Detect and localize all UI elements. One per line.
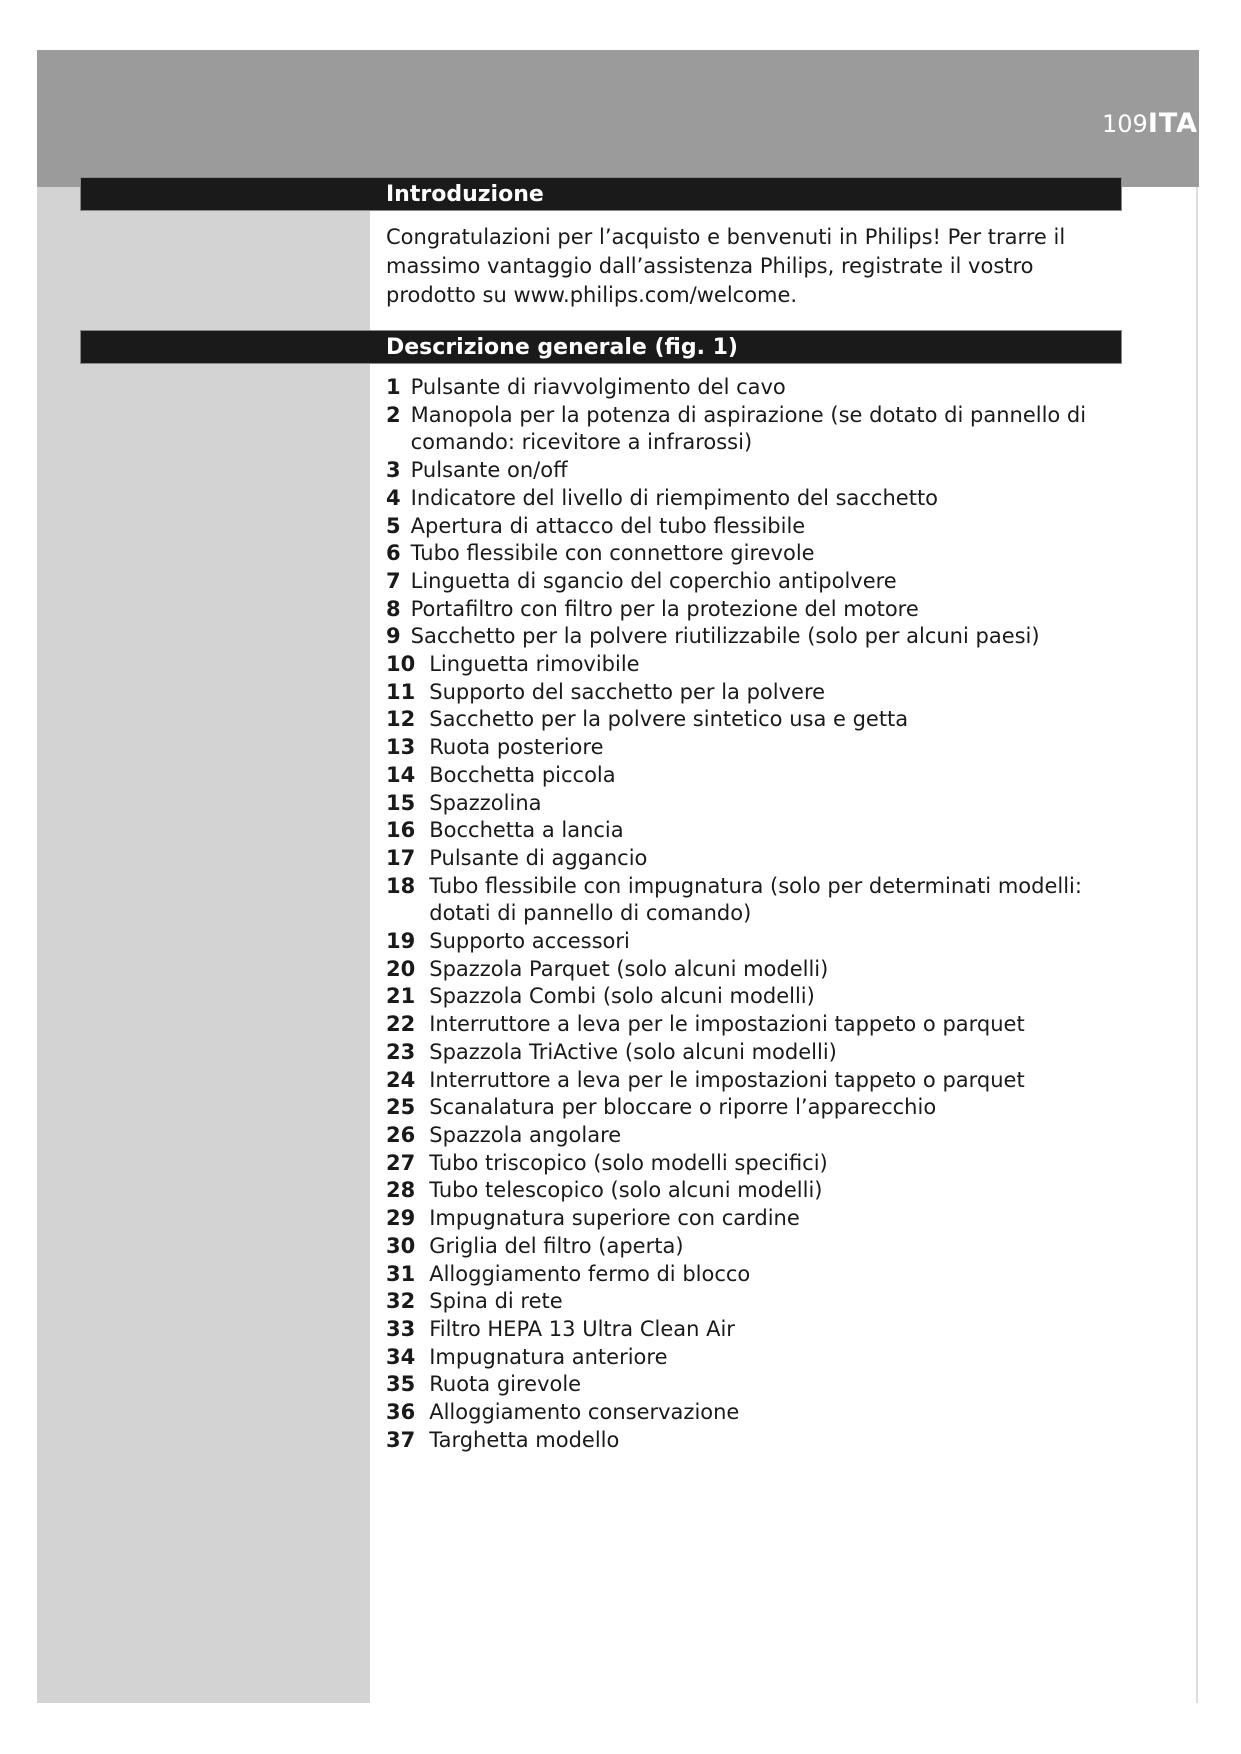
page-header [1102, 108, 1216, 139]
list-item-number: 4 [386, 485, 401, 510]
list-item [386, 1233, 1126, 1261]
list-item [386, 1399, 1126, 1427]
list-item [386, 568, 1126, 596]
list-item-number: 7 [386, 568, 401, 593]
list-item [386, 1150, 1126, 1178]
list-item-text: Griglia del filtro (aperta) [429, 1233, 684, 1258]
list-item-text: Spazzola angolare [429, 1122, 622, 1147]
list-item-text: Tubo telescopico (solo alcuni modelli) [429, 1178, 823, 1203]
list-item-number: 1 [386, 375, 401, 399]
list-item-text: Spina di rete [429, 1289, 563, 1314]
list-item [386, 402, 1126, 457]
list-item-text: Spazzola TriActive (solo alcuni modelli) [429, 1039, 837, 1064]
list-item [386, 956, 1126, 984]
list-item [386, 1039, 1126, 1067]
list-item-number: 9 [386, 624, 401, 649]
list-item-text: Supporto del sacchetto per la polvere [429, 679, 826, 704]
list-item [386, 623, 1126, 651]
list-item [386, 1288, 1126, 1316]
list-item-number: 15 [386, 790, 416, 815]
list-item-number: 29 [386, 1206, 416, 1231]
list-item [386, 540, 1126, 568]
list-item-text: Sacchetto per la polvere sintetico usa e getta [429, 707, 909, 732]
list-item-text: Alloggiamento conservazione [429, 1400, 740, 1425]
list-item-number: 30 [386, 1233, 416, 1258]
list-item-number: 35 [386, 1372, 416, 1397]
section-title-description: Descrizione generale (fig. 1) [386, 335, 738, 360]
list-item-number: 22 [386, 1012, 416, 1037]
list-item-number: 13 [386, 735, 416, 760]
list-item-number: 3 [386, 458, 401, 483]
list-item-number: 14 [386, 762, 416, 787]
list-item-number: 12 [386, 707, 416, 732]
list-item-text: Spazzola Combi (solo alcuni modelli) [429, 984, 815, 1009]
list-item [386, 1122, 1126, 1150]
list-item-text: Impugnatura superiore con cardine [429, 1206, 800, 1231]
list-item [386, 873, 1126, 928]
list-item-text: Linguetta di sgancio del coperchio antipolvere [410, 568, 897, 593]
list-item [386, 762, 1126, 790]
list-item-number: 19 [386, 929, 416, 954]
list-item [386, 1371, 1126, 1399]
list-item-text: Filtro HEPA 13 Ultra Clean Air [429, 1316, 735, 1341]
right-edge-rule [1196, 187, 1198, 1703]
list-item-number: 24 [386, 1067, 416, 1092]
list-item [386, 790, 1126, 818]
list-item-text: Pulsante di riavvolgimento del cavo [410, 375, 786, 399]
list-item-number: 34 [386, 1344, 416, 1369]
list-item-number: 2 [386, 402, 401, 427]
list-item [386, 845, 1126, 873]
list-item-number: 8 [386, 596, 401, 621]
left-margin-column [37, 187, 370, 1703]
list-item-text: Tubo flessibile con connettore girevole [410, 541, 815, 566]
list-item [386, 651, 1126, 679]
list-item-text: Portafiltro con filtro per la protezione del motore [410, 596, 919, 621]
list-item-text: Pulsante on/off [410, 458, 568, 483]
list-item-text: Scanalatura per bloccare o riporre l’apparecchio [429, 1095, 937, 1120]
list-item-number: 6 [386, 541, 401, 566]
list-item-text: Apertura di attacco del tubo flessibile [410, 513, 806, 538]
list-item [386, 1316, 1126, 1344]
language-label: ITAL [1147, 108, 1217, 139]
list-item [386, 1011, 1126, 1039]
list-item [386, 1094, 1126, 1122]
list-item-text: Bocchetta piccola [429, 762, 616, 787]
list-item-text: Ruota girevole [429, 1372, 582, 1397]
list-item-number: 31 [386, 1261, 416, 1286]
list-item [386, 928, 1126, 956]
list-item-number: 20 [386, 956, 416, 981]
page-number: 109 [1102, 110, 1148, 138]
list-item [386, 983, 1126, 1011]
list-item-text: Impugnatura anteriore [429, 1344, 668, 1369]
list-item-text: Ruota posteriore [429, 735, 604, 760]
list-item-text: Supporto accessori [429, 929, 630, 954]
list-item [386, 1177, 1126, 1205]
list-item-number: 10 [386, 652, 416, 677]
list-item [386, 457, 1126, 485]
list-item-number: 25 [386, 1095, 416, 1120]
list-item-number: 18 [386, 873, 416, 898]
list-item-text: Alloggiamento fermo di blocco [429, 1261, 751, 1286]
list-item-text: Interruttore a leva per le impostazioni tappeto o parquet [429, 1012, 1025, 1037]
list-item-number: 23 [386, 1039, 416, 1064]
list-item [386, 1067, 1126, 1095]
list-item-text: Interruttore a leva per le impostazioni tappeto o parquet [429, 1067, 1025, 1092]
list-item [386, 817, 1126, 845]
list-item [386, 1344, 1126, 1372]
list-item-number: 37 [386, 1427, 416, 1452]
list-item-number: 33 [386, 1316, 416, 1341]
list-item [386, 485, 1126, 513]
list-item-text: Sacchetto per la polvere riutilizzabile (solo per alcuni paesi) [410, 624, 1040, 649]
list-item-number: 5 [386, 513, 401, 538]
list-item [386, 679, 1126, 707]
list-item-number: 17 [386, 845, 416, 870]
header-band [37, 50, 1199, 187]
list-item-number: 11 [386, 679, 416, 704]
list-item-number: 26 [386, 1122, 416, 1147]
intro-paragraph: Congratulazioni per l’acquisto e benvenuti in Philips! Per trarre il massimo vantaggio dall’assistenza Philips, registrate il vostro prodotto su www.philips.com/welcome. [386, 225, 1066, 307]
list-item [386, 513, 1126, 541]
list-item [386, 374, 1126, 402]
list-item-text: Manopola per la potenza di aspirazione (se dotato di pannello di comando: ricevitore a infrarossi) [410, 402, 1087, 455]
list-item-text: Linguetta rimovibile [429, 652, 640, 677]
list-item-number: 28 [386, 1178, 416, 1203]
list-item-number: 36 [386, 1400, 416, 1425]
list-item-text: Spazzola Parquet (solo alcuni modelli) [429, 956, 829, 981]
list-item-text: Indicatore del livello di riempimento del sacchetto [410, 485, 939, 510]
section-header-intro [80, 177, 1122, 211]
list-item [386, 1427, 1126, 1455]
list-item [386, 706, 1126, 734]
list-item [386, 1205, 1126, 1233]
parts-list [386, 374, 1126, 1454]
list-item-text: Pulsante di aggancio [429, 845, 648, 870]
section-title-intro: Introduzione [386, 182, 544, 207]
list-item-number: 16 [386, 818, 416, 843]
list-item-number: 32 [386, 1289, 416, 1314]
list-item [386, 596, 1126, 624]
list-item-text: Tubo triscopico (solo modelli specifici) [429, 1150, 828, 1175]
list-item [386, 1261, 1126, 1289]
list-item-number: 27 [386, 1150, 416, 1175]
list-item-text: Spazzolina [429, 790, 542, 815]
list-item-text: Tubo flessibile con impugnatura (solo per determinati modelli: dotati di pannello di comando) [429, 873, 1082, 926]
list-item-text: Bocchetta a lancia [429, 818, 624, 843]
section-header-description [80, 330, 1122, 364]
list-item-text: Targhetta modello [429, 1427, 620, 1452]
list-item-number: 21 [386, 984, 416, 1009]
list-item [386, 734, 1126, 762]
